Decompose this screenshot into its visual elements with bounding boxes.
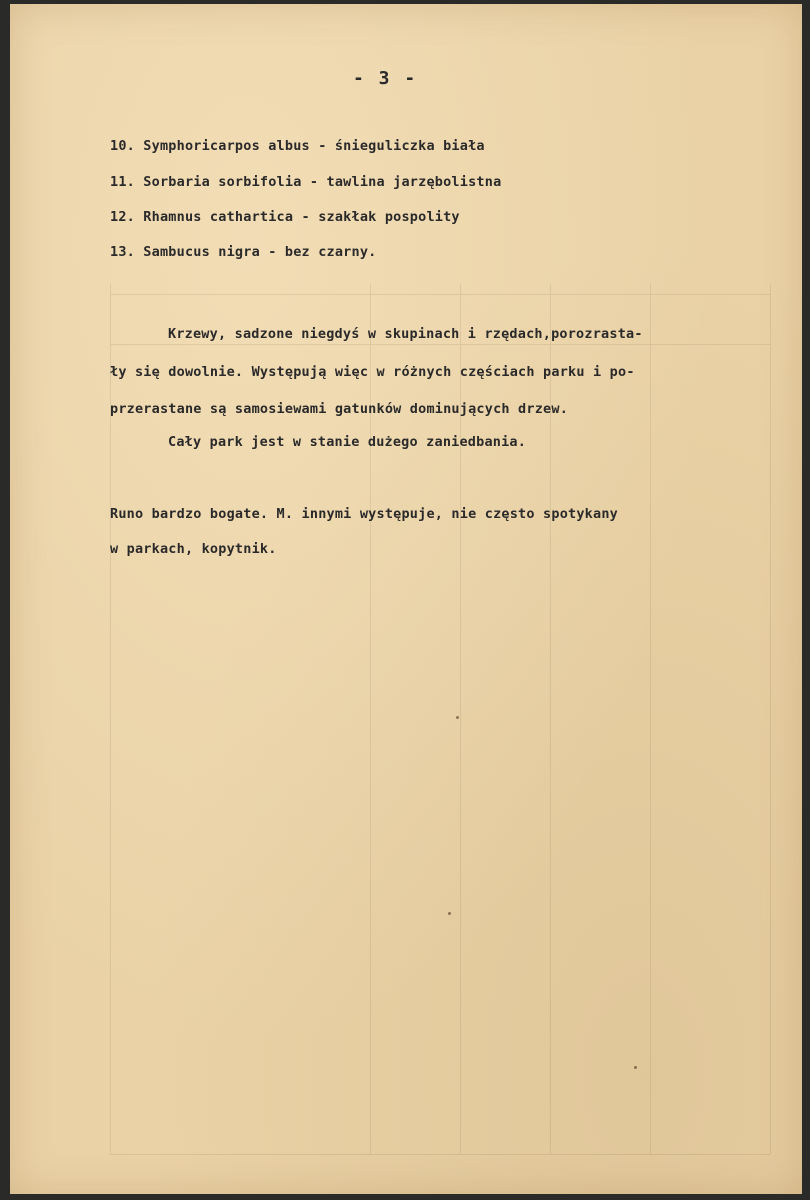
species-item: 13. Sambucus nigra - bez czarny. [110,244,377,260]
text-line: Krzewy, sadzone niegdyś w skupinach i rzędach,porozrasta- [168,326,643,342]
paper-speck [456,716,459,719]
text-line: przerastane są samosiewami gatunków dominujących drzew. [110,401,569,417]
species-item: 12. Rhamnus cathartica - szakłak pospolity [110,209,460,225]
species-item: 11. Sorbaria sorbifolia - tawlina jarzębolistna [110,174,502,190]
text-line: ły się dowolnie. Występują więc w różnych częściach parku i po- [110,364,635,380]
paper-speck [448,912,451,915]
text-line: Runo bardzo bogate. M. innymi występuje, nie często spotykany [110,506,618,522]
species-item: 10. Symphoricarpos albus - śnieguliczka biała [110,138,485,154]
text-line: w parkach, kopytnik. [110,541,277,557]
document-page [10,4,802,1194]
paper-speck [634,1066,637,1069]
paragraph-condition: Cały park jest w stanie dużego zaniedbania. [168,434,527,450]
page-number: - 3 - [353,68,418,89]
